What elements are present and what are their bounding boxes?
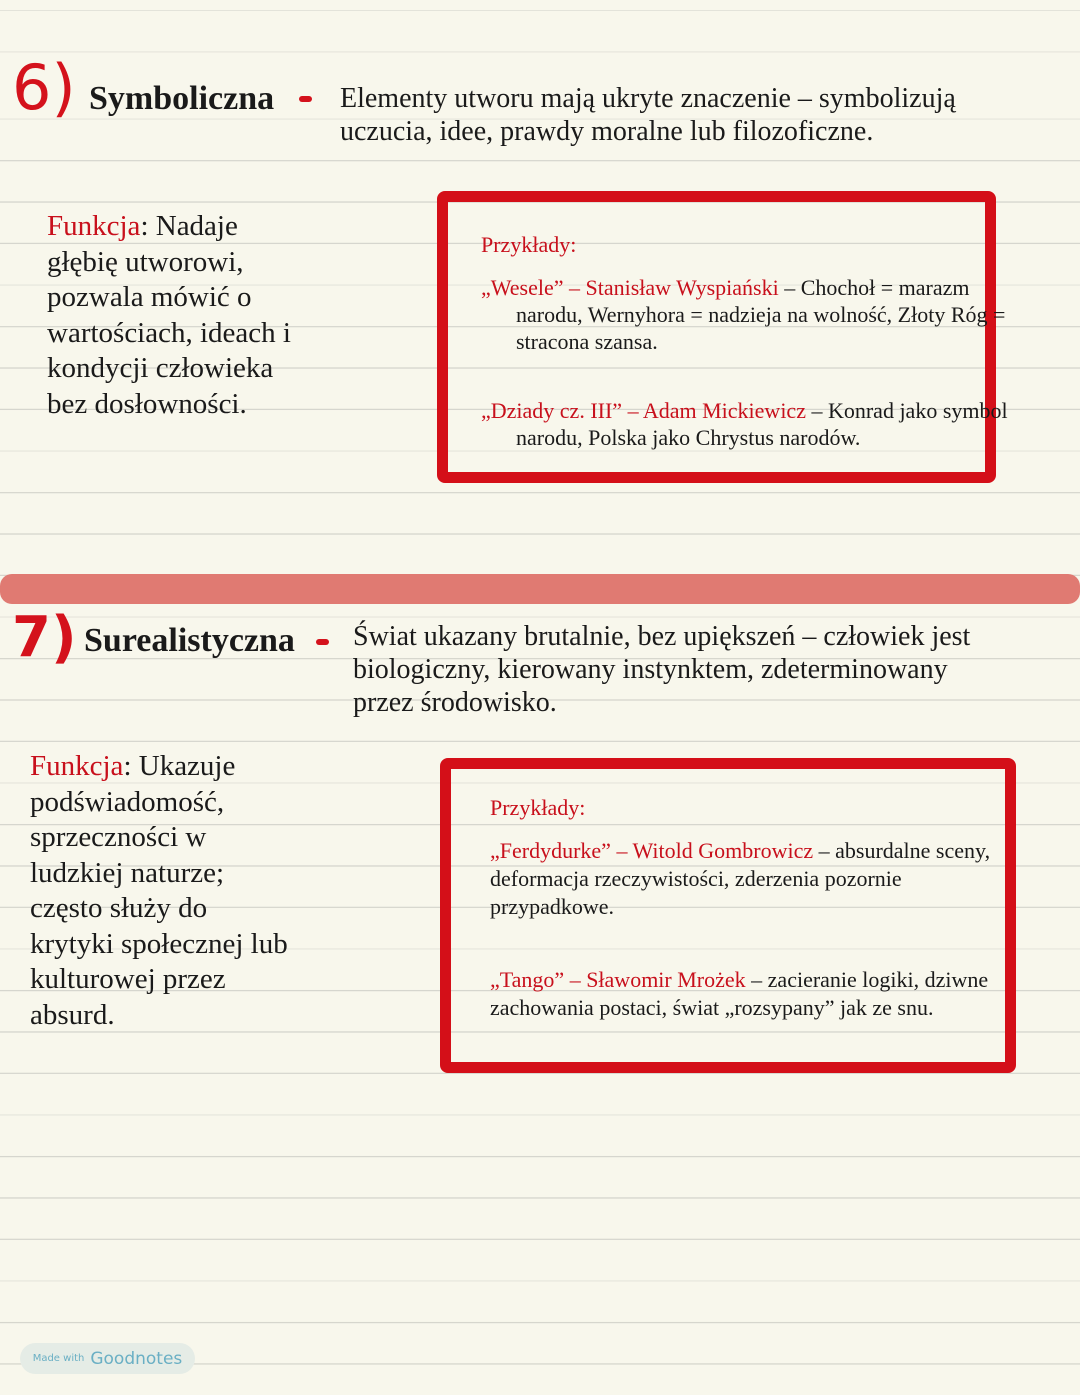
example-item — [490, 966, 1000, 1022]
function-body: : Nadaje głębię utworowi, pozwala mówić o wartościach, ideach i kondycji człowieka bez dosłowności. — [47, 210, 291, 420]
example-work: „Ferdydurke” – Witold Gombrowicz — [490, 838, 814, 863]
function-text — [30, 749, 290, 1033]
badge-made-with: Made with — [32, 1353, 85, 1364]
section-number: 7) — [12, 605, 77, 670]
example-text: – Konrad jako symbol narodu, Polska jako Chrystus narodów. — [516, 398, 1008, 450]
example-work: „Dziady cz. III” – Adam Mickiewicz — [481, 398, 806, 423]
example-text: – Chochoł = marazm narodu, Wernyhora = nadzieja na wolność, Złoty Róg = stracona szansa. — [516, 275, 1006, 354]
function-text — [47, 209, 307, 422]
section-description: Świat ukazany brutalnie, bez upiększeń – człowiek jest biologiczny, kierowany instynktem, zdeterminowany przez środowisko. — [353, 621, 971, 718]
example-item — [481, 397, 1016, 451]
function-label: Funkcja — [30, 750, 124, 782]
dash-mark — [316, 639, 329, 645]
examples-box — [440, 758, 1016, 1073]
example-work: „Tango” – Sławomir Mrożek — [490, 967, 746, 992]
section-divider — [0, 574, 1080, 604]
example-item — [490, 837, 1000, 921]
examples-label: Przykłady: — [490, 795, 586, 820]
dash-mark — [299, 96, 312, 102]
goodnotes-badge — [20, 1343, 195, 1374]
example-work: „Wesele” – Stanisław Wyspiański — [481, 275, 779, 300]
section-title: Surealistyczna — [84, 622, 295, 659]
example-item — [481, 274, 1006, 355]
examples-label: Przykłady: — [481, 232, 577, 257]
function-label: Funkcja — [47, 210, 141, 242]
example-text: – absurdalne sceny, deformacja rzeczywistości, zderzenia pozornie przypadkowe. — [490, 838, 991, 919]
example-text: – zacieranie logiki, dziwne zachowania postaci, świat „rozsypany” jak ze snu. — [490, 967, 989, 1020]
section-description: Elementy utworu mają ukryte znaczenie – symbolizują uczucia, idee, prawdy moralne lub filozoficzne. — [340, 83, 956, 147]
examples-box — [437, 191, 1008, 483]
badge-brand: Goodnotes — [90, 1348, 183, 1369]
section-number: 6) — [12, 51, 76, 124]
function-body: : Ukazuje podświadomość, sprzeczności w ludzkiej naturze; często służy do krytyki społecznej lub kulturowej przez absurd. — [30, 750, 288, 1031]
section-title: Symboliczna — [89, 80, 275, 117]
